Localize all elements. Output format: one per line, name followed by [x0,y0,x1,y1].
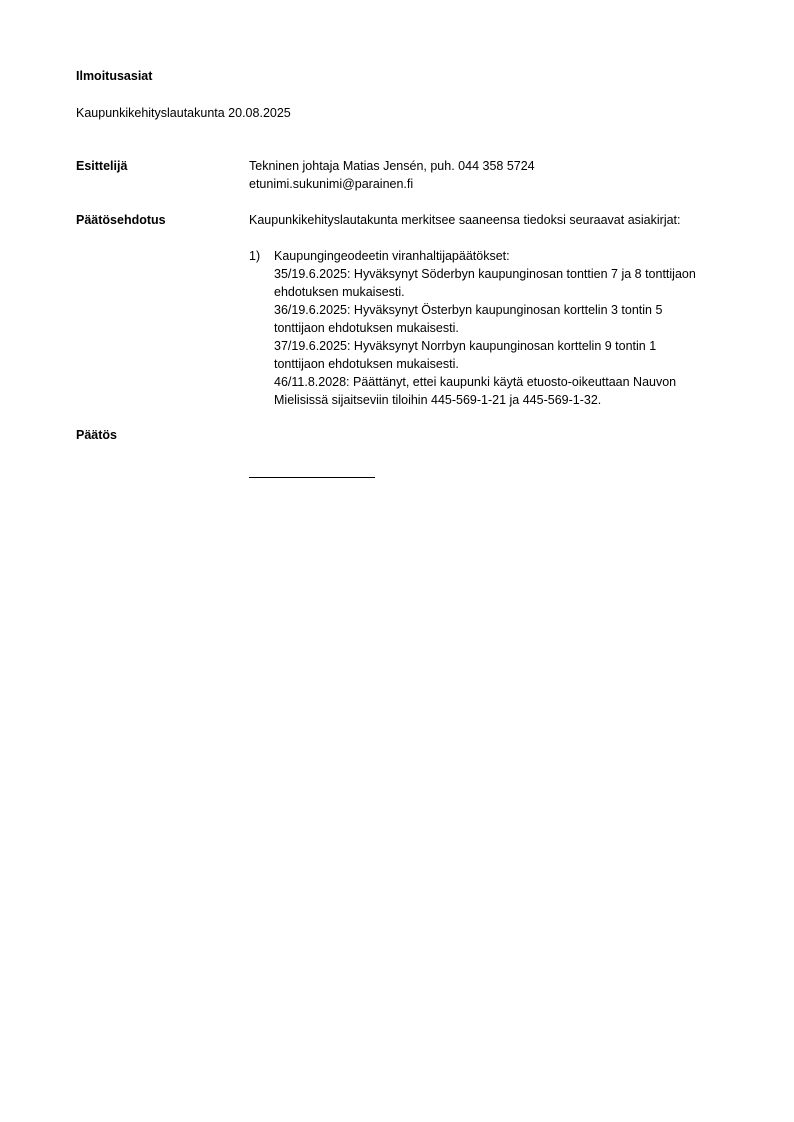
proposal-intro [249,211,749,229]
list-item-line: 36/19.6.2025: Hyväksynyt Österbyn kaupunginosan korttelin 3 tontin 5 [274,303,663,317]
list-item-line: tonttijaon ehdotuksen mukaisesti. [274,357,459,371]
document-heading: Ilmoitusasiat [76,69,153,83]
list-item-title: Kaupungingeodeetin viranhaltijapäätökset: [274,249,510,263]
list-item-number: 1) [249,249,261,263]
list-item-line: 46/11.8.2028: Päättänyt, ettei kaupunki käytä etuosto-oikeuttaan Nauvon [274,375,677,389]
presenter-info [249,157,749,193]
list-item-line: tonttijaon ehdotuksen mukaisesti. [274,321,459,335]
list-item-line: 37/19.6.2025: Hyväksynyt Norrbyn kaupunginosan korttelin 9 tontin 1 [274,339,657,353]
proposal-label: Päätösehdotus [76,213,166,227]
presenter-label: Esittelijä [76,159,128,173]
decision-label: Päätös [76,428,117,442]
list-item-line: Mielisissä sijaitseviin tiloihin 445-569-1-21 ja 445-569-1-32. [274,393,602,407]
signature-line [249,477,375,478]
meeting-info: Kaupunkikehityslautakunta 20.08.2025 [76,106,291,120]
presenter-email: etunimi.sukunimi@parainen.fi [249,177,414,191]
list-item [274,247,749,409]
proposal-intro-text: Kaupunkikehityslautakunta merkitsee saaneensa tiedoksi seuraavat asiakirjat: [249,213,681,227]
list-item-line: ehdotuksen mukaisesti. [274,285,405,299]
list-item-line: 35/19.6.2025: Hyväksynyt Söderbyn kaupunginosan tonttien 7 ja 8 tonttijaon [274,267,696,281]
presenter-name-line: Tekninen johtaja Matias Jensén, puh. 044 358 5724 [249,159,535,173]
